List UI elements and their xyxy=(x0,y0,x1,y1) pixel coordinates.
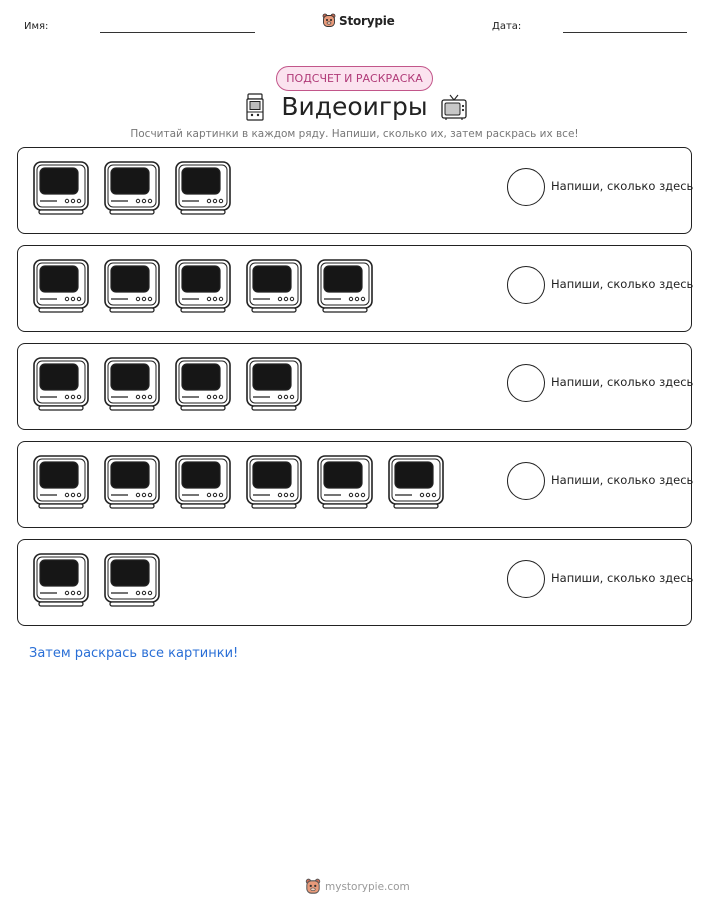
retro-tv-icon[interactable] xyxy=(315,258,375,316)
answer-circle[interactable] xyxy=(507,462,545,500)
retro-tv-icon[interactable] xyxy=(173,258,233,316)
answer-circle[interactable] xyxy=(507,266,545,304)
count-row xyxy=(17,441,692,528)
brand-name: Storypie xyxy=(339,14,395,28)
retro-tv-icon[interactable] xyxy=(31,454,91,512)
name-label: Имя: xyxy=(24,21,49,32)
count-row xyxy=(17,343,692,430)
count-row xyxy=(17,245,692,332)
retro-tv-icon[interactable] xyxy=(102,552,162,610)
retro-tv-icon[interactable] xyxy=(102,454,162,512)
retro-tv-icon[interactable] xyxy=(31,258,91,316)
retro-tv-icon[interactable] xyxy=(244,356,304,414)
retro-tv-icon[interactable] xyxy=(173,356,233,414)
answer-circle[interactable] xyxy=(507,364,545,402)
answer-label: Напиши, сколько здесь xyxy=(551,473,694,487)
storypie-mascot-icon xyxy=(322,13,336,29)
answer-label: Напиши, сколько здесь xyxy=(551,375,694,389)
brand-logo xyxy=(322,13,395,29)
crt-tv-icon xyxy=(440,93,468,121)
retro-tv-icon[interactable] xyxy=(31,356,91,414)
retro-tv-icon[interactable] xyxy=(244,258,304,316)
retro-tv-icon[interactable] xyxy=(102,356,162,414)
retro-tv-icon[interactable] xyxy=(31,160,91,218)
answer-label: Напиши, сколько здесь xyxy=(551,571,694,585)
count-row xyxy=(17,147,692,234)
retro-tv-icon[interactable] xyxy=(102,258,162,316)
page-title: Видеоигры xyxy=(281,92,428,121)
worksheet-tag xyxy=(276,66,433,91)
retro-tv-icon[interactable] xyxy=(173,160,233,218)
answer-label: Напиши, сколько здесь xyxy=(551,179,694,193)
storypie-mascot-icon xyxy=(305,878,321,896)
worksheet-tag-text: ПОДСЧЕТ И РАСКРАСКА xyxy=(286,72,423,85)
retro-tv-icon[interactable] xyxy=(31,552,91,610)
answer-label: Напиши, сколько здесь xyxy=(551,277,694,291)
date-label: Дата: xyxy=(492,21,522,32)
date-line[interactable] xyxy=(563,32,687,33)
answer-circle[interactable] xyxy=(507,560,545,598)
instructions-text: Посчитай картинки в каждом ряду. Напиши, сколько их, затем раскрась их все! xyxy=(130,128,579,140)
footer-url: mystorypie.com xyxy=(325,881,410,893)
coloring-note: Затем раскрась все картинки! xyxy=(29,646,239,661)
answer-circle[interactable] xyxy=(507,168,545,206)
retro-tv-icon[interactable] xyxy=(315,454,375,512)
retro-tv-icon[interactable] xyxy=(386,454,446,512)
retro-tv-icon[interactable] xyxy=(244,454,304,512)
name-line[interactable] xyxy=(100,32,255,33)
count-row xyxy=(17,539,692,626)
retro-tv-icon[interactable] xyxy=(102,160,162,218)
retro-tv-icon[interactable] xyxy=(173,454,233,512)
footer xyxy=(305,878,410,896)
